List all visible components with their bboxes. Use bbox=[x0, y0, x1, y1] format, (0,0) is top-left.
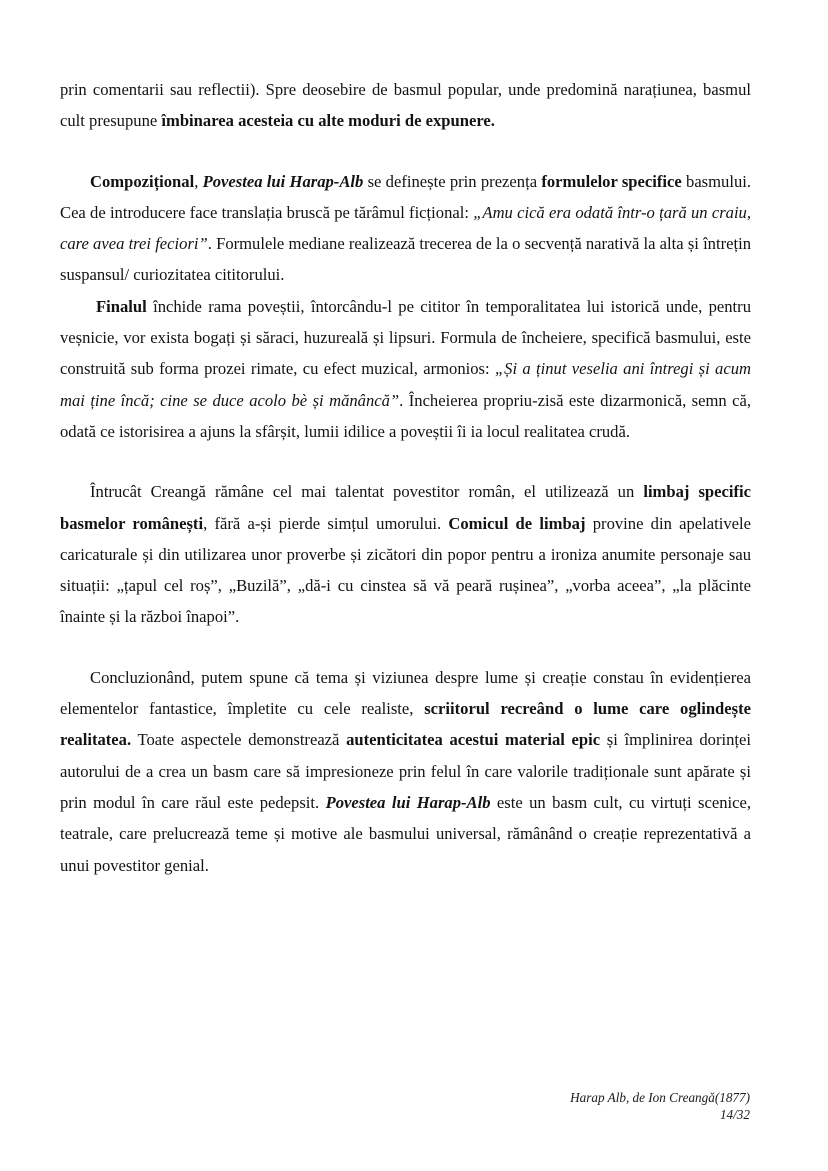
para4-run3: , fără a-și pierde simțul umorului. bbox=[203, 513, 449, 533]
para5-bold-phrase-1: scriitorul recreând o lume care oglindește realitatea. bbox=[60, 699, 752, 750]
para2-run6: basmului. Cea de introducere face translația bruscă pe tărâmul ficțional: bbox=[60, 171, 752, 222]
paragraph-intrucat bbox=[60, 476, 751, 632]
para5-run5: și împlinirea dorinței autorului de a crea un basm care să impresioneze prin felul în care valorile tradiționale sunt apărate și prin modul în care răul este pedepsit. bbox=[60, 730, 751, 812]
para3-quote-italic: „Și a ținut veselia ani întregi și acum mai ține încă; cine se duce acolo bè și mănâncă” bbox=[60, 359, 751, 410]
paragraph-compozitional bbox=[60, 166, 751, 291]
para3-lead-bold: Finalul bbox=[96, 296, 147, 316]
para3-run4: . Încheierea propriu-zisă este dizarmonică, semn că, odată ce istorisirea a ajuns la sfârșit, lumii idilice a poveștii îi ia locul realitatea crudă. bbox=[60, 390, 751, 441]
para5-title-bold-italic: Povestea lui Harap-Alb bbox=[325, 792, 491, 812]
footer-page-number: 14/32 bbox=[719, 1107, 750, 1122]
para1-run1: prin comentarii sau reflectii). Spre deosebire de basmul popular, unde predomină narațiunea, basmul cult presupune bbox=[60, 80, 751, 131]
para5-run7: este un basm cult, cu virtuți scenice, teatrale, care prelucrează teme și motive ale basmului universal, rămânând o creație reprezentativă a unui povestitor genial. bbox=[60, 792, 752, 875]
para2-title-bold-italic: Povestea lui Harap-Alb bbox=[202, 171, 364, 191]
paragraph-concluzionand bbox=[60, 662, 751, 881]
para2-run4: se definește prin prezența bbox=[363, 171, 542, 191]
page-footer bbox=[330, 1089, 750, 1123]
para4-run1: Întrucât Creangă rămâne cel mai talentat povestitor român, el utilizează un bbox=[90, 482, 644, 502]
para4-run5: provine din apelativele caricaturale și din utilizarea unor proverbe și zicători din popor pentru a ironiza anumite personaje sau situații: „țapul cel roș”, „Buzilă”, „dă-i cu cinstea să vă peară rușinea”, „vorba aceea”, „la plăcinte înainte și la război înapoi”. bbox=[60, 513, 751, 627]
page-body-text bbox=[60, 74, 751, 881]
paragraph-finalul bbox=[60, 291, 751, 447]
para2-bold-phrase: formulelor specifice bbox=[541, 171, 682, 191]
para1-bold-phrase: îmbinarea acesteia cu alte moduri de expunere. bbox=[161, 111, 495, 131]
para3-run2: închide rama poveștii, întorcându-l pe cititor în temporalitatea lui istorică unde, pentru veșnicie, vor exista bogați și săraci, huzureală și lipsuri. Formula de încheiere, specifică basmului, este construită sub forma prozei rimate, cu efect muzical, armonios: bbox=[60, 296, 751, 379]
para5-run1: Concluzionând, putem spune că tema și viziunea despre lume și creație constau în evidențierea elementelor fantastice, împletite cu cele realiste, bbox=[60, 667, 751, 719]
para4-bold-phrase-2: Comicul de limbaj bbox=[448, 513, 586, 533]
para5-run3: Toate aspectele demonstrează bbox=[131, 730, 347, 750]
para2-lead-bold: Compozițional bbox=[90, 171, 195, 191]
para2-run2: , bbox=[194, 171, 203, 191]
para2-run8: . Formulele mediane realizează trecerea de la o secvență narativă la alta și întrețin suspansul/ curiozitatea cititorului. bbox=[60, 234, 752, 285]
para5-bold-phrase-2: autenticitatea acestui material epic bbox=[346, 730, 601, 750]
paragraph-continuation bbox=[60, 74, 751, 137]
para4-bold-phrase-1: limbaj specific basmelor românești bbox=[60, 482, 751, 533]
footer-citation: Harap Alb, de Ion Creangă(1877) bbox=[570, 1090, 750, 1105]
para2-quote-italic: „Amu cică era odată într-o țară un craiu, care avea trei feciori” bbox=[60, 202, 752, 254]
